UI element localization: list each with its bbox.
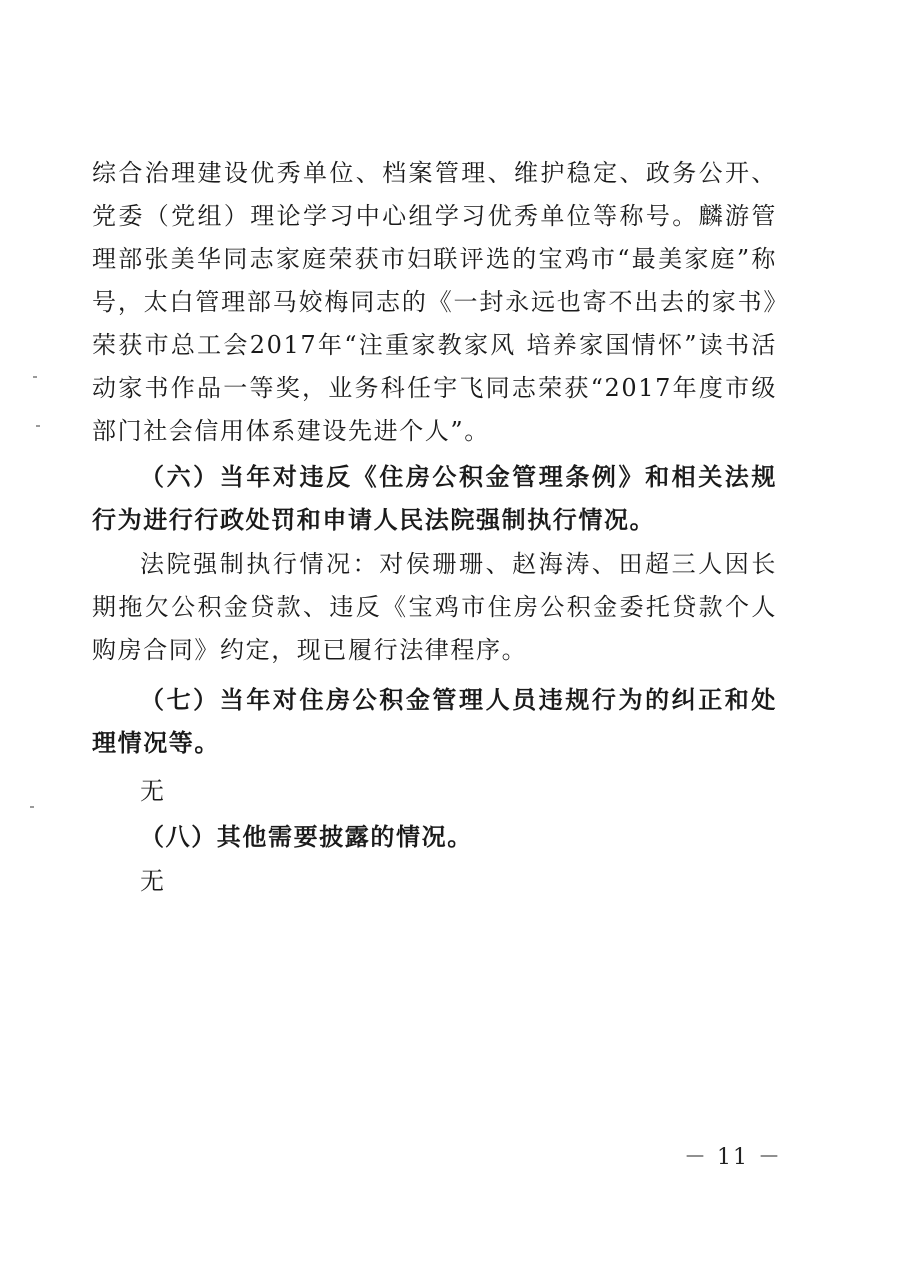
body-paragraph-none-eight: 无: [140, 867, 166, 895]
page-number: － 11 －: [684, 1145, 782, 1170]
body-paragraph-honors: 综合治理建设优秀单位、档案管理、维护稳定、政务公开、党委（党组）理论学习中心组学习优秀单位等称号。麟游管理部张美华同志家庭荣获市妇联评选的宝鸡市“最美家庭”称号，太白管理部马姣梅同志的《一封永远也寄不出去的家书》荣获市总工会2017年“注重家教家风 培养家国情怀”读书活动家书作品一等奖，业务科任宇飞同志荣获“2017年度市级部门社会信用体系建设先进个人”。: [92, 159, 777, 445]
body-paragraph-enforcement: 法院强制执行情况：对侯珊珊、赵海涛、田超三人因长期拖欠公积金贷款、违反《宝鸡市住房公积金委托贷款个人购房合同》约定，现已履行法律程序。: [92, 550, 777, 664]
document-body: [92, 152, 777, 903]
body-paragraph-none-seven: 无: [140, 777, 166, 805]
section-heading-eight: （八）其他需要披露的情况。: [140, 822, 473, 851]
section-heading-seven: （七）当年对住房公积金管理人员违规行为的纠正和处理情况等。: [92, 685, 777, 757]
scan-speck: [30, 806, 34, 808]
scan-speck: [33, 376, 37, 378]
scan-speck: [36, 425, 40, 427]
section-heading-six: （六）当年对违反《住房公积金管理条例》和相关法规行为进行行政处罚和申请人民法院强制执行情况。: [92, 462, 777, 534]
